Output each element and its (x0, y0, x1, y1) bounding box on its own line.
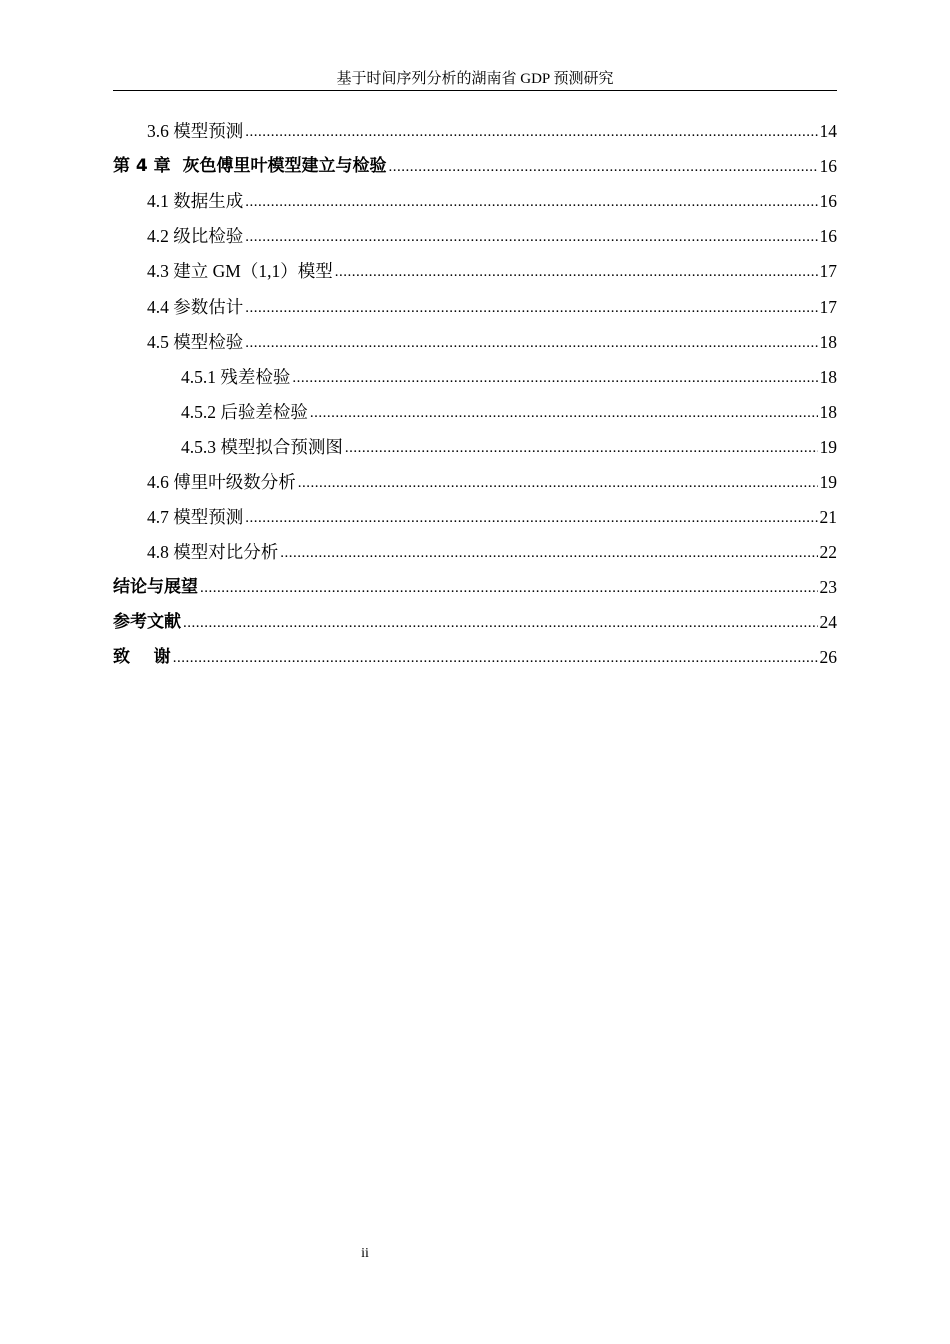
toc-entry-page: 16 (819, 191, 837, 212)
toc-entry-page: 17 (819, 296, 837, 317)
toc-dot-leader (200, 571, 818, 606)
toc-dot-leader (245, 115, 817, 150)
toc-entry[interactable] (113, 325, 837, 360)
toc-entry-page: 21 (819, 507, 837, 528)
toc-entry[interactable] (113, 535, 837, 570)
toc-entry-page: 18 (819, 366, 837, 387)
toc-entry-label: 参考文献 (113, 612, 181, 633)
toc-entry-label: 4.3 建立 GM（1,1）模型 (147, 261, 333, 282)
toc-entry-label: 4.2 级比检验 (147, 226, 244, 247)
toc-entry-page: 16 (819, 226, 837, 247)
page-header (113, 68, 837, 91)
toc-dot-leader (245, 501, 817, 536)
toc-entry-page: 19 (819, 436, 837, 457)
toc-dot-leader (335, 255, 818, 290)
toc-entry[interactable] (113, 605, 837, 640)
toc-entry-page: 18 (819, 401, 837, 422)
toc-dot-leader (183, 606, 818, 641)
toc-dot-leader (245, 291, 817, 326)
toc-entry-page: 23 (819, 577, 837, 598)
toc-entry[interactable] (113, 184, 837, 219)
toc-entry-page: 22 (819, 542, 837, 563)
toc-dot-leader (292, 361, 817, 396)
toc-entry-label: 4.8 模型对比分析 (147, 542, 279, 563)
toc-entry[interactable] (113, 395, 837, 430)
toc-entry[interactable] (113, 149, 837, 184)
toc-entry-label: 4.5 模型检验 (147, 331, 244, 352)
toc-dot-leader (245, 326, 817, 361)
toc-entry-label: 4.5.1 残差检验 (181, 366, 291, 387)
toc-dot-leader (280, 536, 817, 571)
toc-entry-label: 3.6 模型预测 (147, 121, 244, 142)
toc-entry-page: 26 (819, 647, 837, 668)
toc-entry-page: 17 (819, 261, 837, 282)
toc-entry[interactable] (113, 219, 837, 254)
toc-entry-page: 14 (819, 121, 837, 142)
toc-entry[interactable] (113, 254, 837, 289)
page-number: ii (361, 1246, 369, 1261)
toc-entry[interactable] (113, 570, 837, 605)
table-of-contents (113, 114, 837, 676)
toc-entry-label: 4.5.3 模型拟合预测图 (181, 436, 343, 457)
toc-entry[interactable] (113, 289, 837, 324)
toc-entry[interactable] (113, 500, 837, 535)
page-footer (340, 1246, 390, 1262)
toc-entry-page: 19 (819, 471, 837, 492)
toc-dot-leader (298, 466, 818, 501)
toc-entry-label: 4.7 模型预测 (147, 507, 244, 528)
toc-entry-label: 4.5.2 后验差检验 (181, 401, 308, 422)
header-title: 基于时间序列分析的湖南省 GDP 预测研究 (336, 71, 614, 87)
toc-dot-leader (310, 396, 818, 431)
toc-entry-page: 24 (819, 612, 837, 633)
toc-dot-leader (345, 431, 818, 466)
toc-dot-leader (389, 150, 818, 185)
toc-entry-label: 4.4 参数估计 (147, 296, 244, 317)
toc-entry-label: 第 4 章 灰色傅里叶模型建立与检验 (113, 156, 387, 177)
toc-entry[interactable] (113, 360, 837, 395)
toc-entry-label: 4.1 数据生成 (147, 191, 244, 212)
toc-entry[interactable] (113, 114, 837, 149)
toc-dot-leader (245, 220, 817, 255)
toc-entry[interactable] (113, 430, 837, 465)
toc-dot-leader (245, 185, 817, 220)
toc-entry-page: 16 (819, 156, 837, 177)
toc-entry-page: 18 (819, 331, 837, 352)
toc-entry-label: 4.6 傅里叶级数分析 (147, 471, 296, 492)
toc-entry[interactable] (113, 640, 837, 675)
toc-entry[interactable] (113, 465, 837, 500)
toc-entry-label: 致 谢 (113, 647, 171, 668)
toc-entry-label: 结论与展望 (113, 577, 198, 598)
toc-dot-leader (173, 641, 818, 676)
